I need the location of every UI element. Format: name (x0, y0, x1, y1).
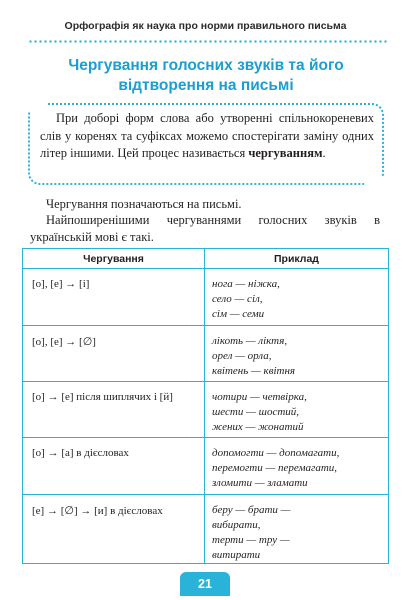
rule-term: чергуванням (248, 146, 323, 160)
title-line-2: відтворення на письмі (118, 77, 294, 94)
column-header: Чергування (23, 249, 205, 269)
example-cell (205, 495, 389, 564)
table-row (23, 382, 389, 438)
alternation-cell: [о] → [е] після шиплячих і [й] (23, 382, 205, 438)
example-line: лікоть — ліктя, (212, 335, 288, 347)
column-header: Приклад (205, 249, 389, 269)
frame-gap (364, 177, 386, 187)
alternation-cell: [е] → [∅] → [и] в дієсловах (23, 495, 205, 564)
rule-text (40, 110, 374, 163)
example-line: орел — орла, (212, 350, 272, 362)
example-line: зломити — зламати (212, 477, 308, 489)
alternation-cell: [о], [е] → [∅] (23, 326, 205, 382)
page-number: 21 (180, 572, 230, 596)
example-line: чотири — четвірка, (212, 391, 307, 403)
example-line: беру — брати — (212, 504, 291, 516)
table-row (23, 495, 389, 564)
example-line: вибирати, (212, 519, 261, 531)
table-header-row (23, 249, 389, 269)
example-line: шести — шостий, (212, 406, 300, 418)
alternation-cell: [о], [е] → [і] (23, 269, 205, 326)
example-line: витирати (212, 549, 261, 561)
dotted-divider (28, 40, 388, 43)
running-head: Орфографія як наука про норми правильного письма (64, 20, 347, 32)
alternations-table (22, 248, 389, 564)
example-cell (205, 382, 389, 438)
example-line: перемогти — перемагати, (212, 462, 338, 474)
example-line: жених — жонатий (212, 421, 304, 433)
title-line-1: Чергування голосних звуків та його (68, 57, 344, 74)
example-cell (205, 269, 389, 326)
example-line: село — сіл, (212, 293, 263, 305)
rule-end: . (322, 146, 326, 160)
table-row (23, 438, 389, 495)
alternation-cell: [о] → [а] в дієсловах (23, 438, 205, 495)
example-cell (205, 326, 389, 382)
table-row (23, 326, 389, 382)
example-cell (205, 438, 389, 495)
example-line: квітень — квітня (212, 365, 296, 377)
rule-body: При доборі форм слова або утворенні спільнокореневих слів у коренях та суфіксах можемо спостерігати заміну одних літер іншими. Цей процес називається (40, 111, 374, 160)
section-title (30, 56, 382, 96)
example-line: терти — тру — (212, 534, 290, 546)
example-line: нога — ніжка, (212, 278, 280, 290)
paragraph: Чергування позначаються на письмі. (46, 197, 242, 211)
example-line: допомогти — допомагати, (212, 447, 340, 459)
table-row (23, 269, 389, 326)
paragraph: Найпоширенішими чергуваннями голосних звуків в українській мові є такі. (30, 213, 380, 244)
example-line: сім — семи (212, 308, 265, 320)
